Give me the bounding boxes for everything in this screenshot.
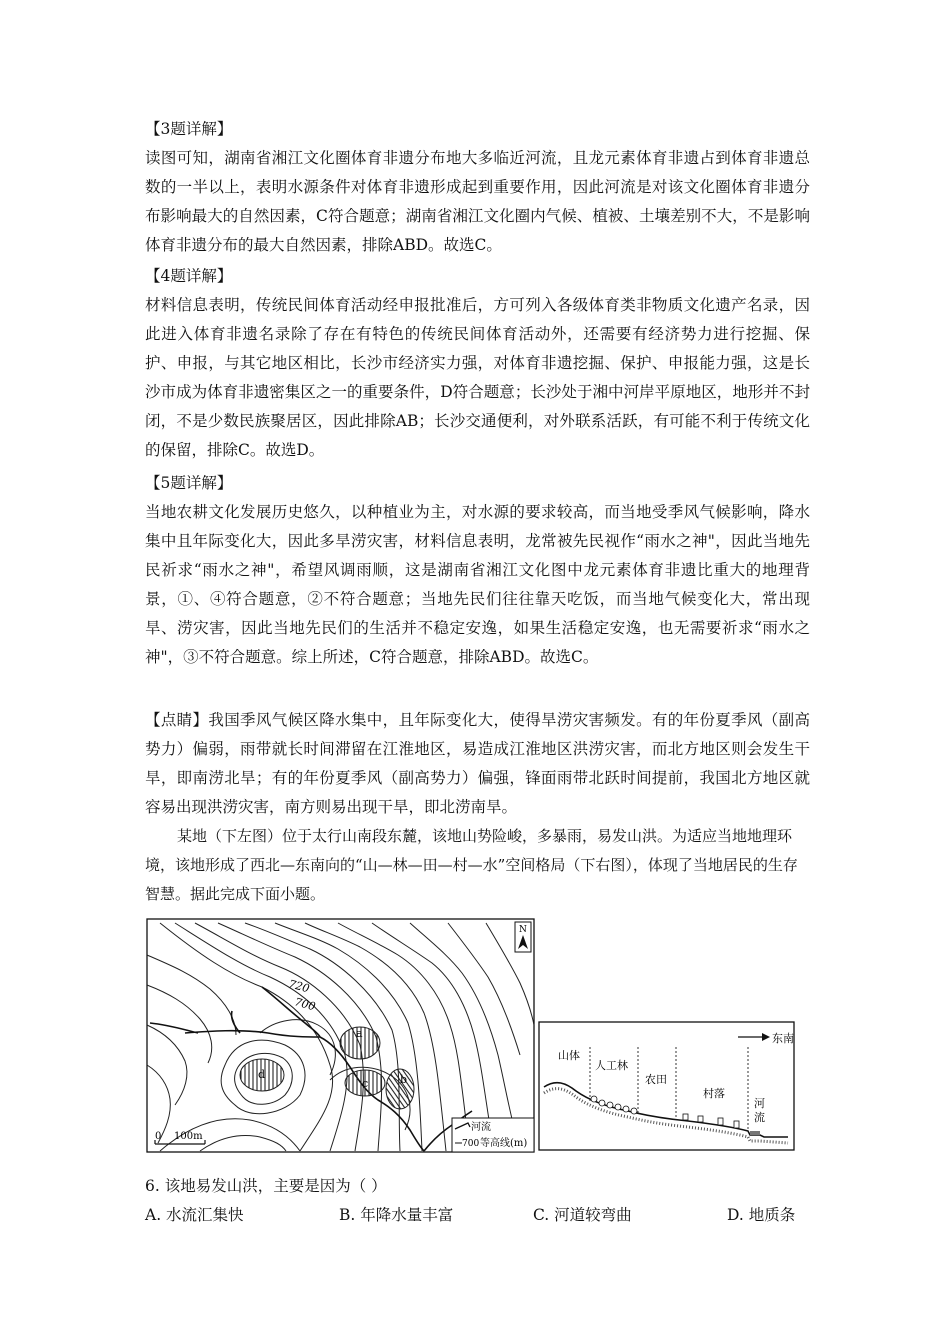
legend-contour-text: 等高线(m) (480, 1138, 528, 1149)
figures (0, 915, 950, 1155)
option-d[interactable]: D. 地质条 (727, 1206, 796, 1224)
dianjing-text: 我国季风气候区降水集中，且年际变化大，使得旱涝灾害频发。有的年份夏季风（副高势力）偏弱，雨带就长时间滞留在江淮地区，易造成江淮地区洪涝灾害，而北方地区则会发生干旱，即南涝北旱；有的年份夏季风（副高势力）偏强，锋面雨带北跃时间提前，我国北方地区就容易出现洪涝灾害，南方则易出现干旱，即北涝南旱。 (145, 711, 810, 816)
zone-village: 村落 (703, 1087, 725, 1100)
direction-label: 东南 (772, 1032, 794, 1045)
section-paragraph: 读图可知，湖南省湘江文化圈体育非遗分布地大多临近河流，且龙元素体育非遗占到体育非遗总数的一半以上，表明水源条件对体育非遗形成起到重要作用，因此河流是对该文化圈体育非遗分布影响最大的自然因素，C符合题意；湖南省湘江文化圈内气候、植被、土壤差别不大，不是影响体育非遗分布的最大自然因素，排除ABD。故选C。 (145, 149, 810, 254)
question-6 (145, 1174, 810, 1196)
river-channel (750, 1131, 760, 1135)
label-d: d (258, 1068, 266, 1081)
question-stem: 6. 该地易发山洪，主要是因为（ ） (145, 1177, 387, 1195)
scale-zero: 0 (155, 1131, 162, 1142)
contour-map-figure (0, 915, 950, 1155)
scale-label: 100m (174, 1131, 203, 1142)
legend-river: 河流 (471, 1122, 491, 1133)
north-label: N (519, 925, 527, 935)
question-intro (145, 822, 810, 909)
profile-frame (539, 1022, 794, 1150)
section-4 (145, 262, 810, 465)
zone-river-2: 流 (754, 1111, 765, 1124)
label-b: b (400, 1073, 408, 1086)
section-heading: 【5题详解】 (145, 474, 233, 492)
section-heading: 【3题详解】 (145, 120, 233, 138)
section-paragraph: 材料信息表明，传统民间体育活动经申报批准后，方可列入各级体育类非物质文化遗产名录，因此进入体育非遗名录除了存在有特色的传统民间体育活动外，还需要有经济势力进行挖掘、保护、申报，与其它地区相比，长沙市经济实力强，对体育非遗挖掘、保护、申报能力强，这是长沙市成为体育非遗密集区之一的重要条件，D符合题意；长沙处于湘中河岸平原地区，地形并不封闭，不是少数民族聚居区，因此排除AB；长沙交通便利，对外联系活跃，有可能不利于传统文化的保留，排除C。故选D。 (145, 296, 810, 459)
zone-plantation: 人工林 (595, 1059, 628, 1072)
intro-text: 某地（下左图）位于太行山南段东麓，该地山势险峻，多暴雨，易发山洪。为适应当地地理环境，该地形成了西北—东南向的“山—林—田—村—水”空间格局（下右图），体现了当地居民的生存智慧。据此完成下面小题。 (145, 827, 798, 903)
label-a: a (356, 1027, 363, 1040)
contour-label-720: 720 (287, 977, 311, 996)
zone-farmland: 农田 (645, 1073, 667, 1086)
option-b[interactable]: B. 年降水量丰富 (339, 1206, 454, 1224)
dianjing-label: 【点睛】 (145, 711, 209, 729)
section-3 (145, 115, 810, 260)
legend-contour-value: 700 (462, 1139, 480, 1149)
contour-label-700: 700 (293, 995, 317, 1014)
zone-river-1: 河 (754, 1097, 765, 1110)
profile-figure (538, 1021, 798, 1151)
dianjing-note (145, 706, 810, 822)
section-5 (145, 469, 810, 672)
option-a[interactable]: A. 水流汇集快 (145, 1206, 244, 1224)
label-c: c (362, 1077, 369, 1090)
zone-mountain: 山体 (558, 1049, 580, 1062)
option-c[interactable]: C. 河道较弯曲 (533, 1206, 632, 1224)
section-heading: 【4题详解】 (145, 267, 233, 285)
section-paragraph: 当地农耕文化发展历史悠久，以种植业为主，对水源的要求较高，而当地受季风气候影响，降水集中且年际变化大，因此多旱涝灾害，材料信息表明，龙常被先民视作“雨水之神"，因此当地先民祈求“雨水之神"，希望风调雨顺，这是湖南省湘江文化图中龙元素体育非遗比重大的地理背景，①、④符合题意，②不符合题意；当地先民们往往靠天吃饭，而当地气候变化大，常出现旱、涝灾害，因此当地先民们的生活并不稳定安逸，如果生活稳定安逸，也无需要祈求“雨水之神"，③不符合题意。综上所述，C符合题意，排除ABD。故选C。 (145, 503, 810, 666)
